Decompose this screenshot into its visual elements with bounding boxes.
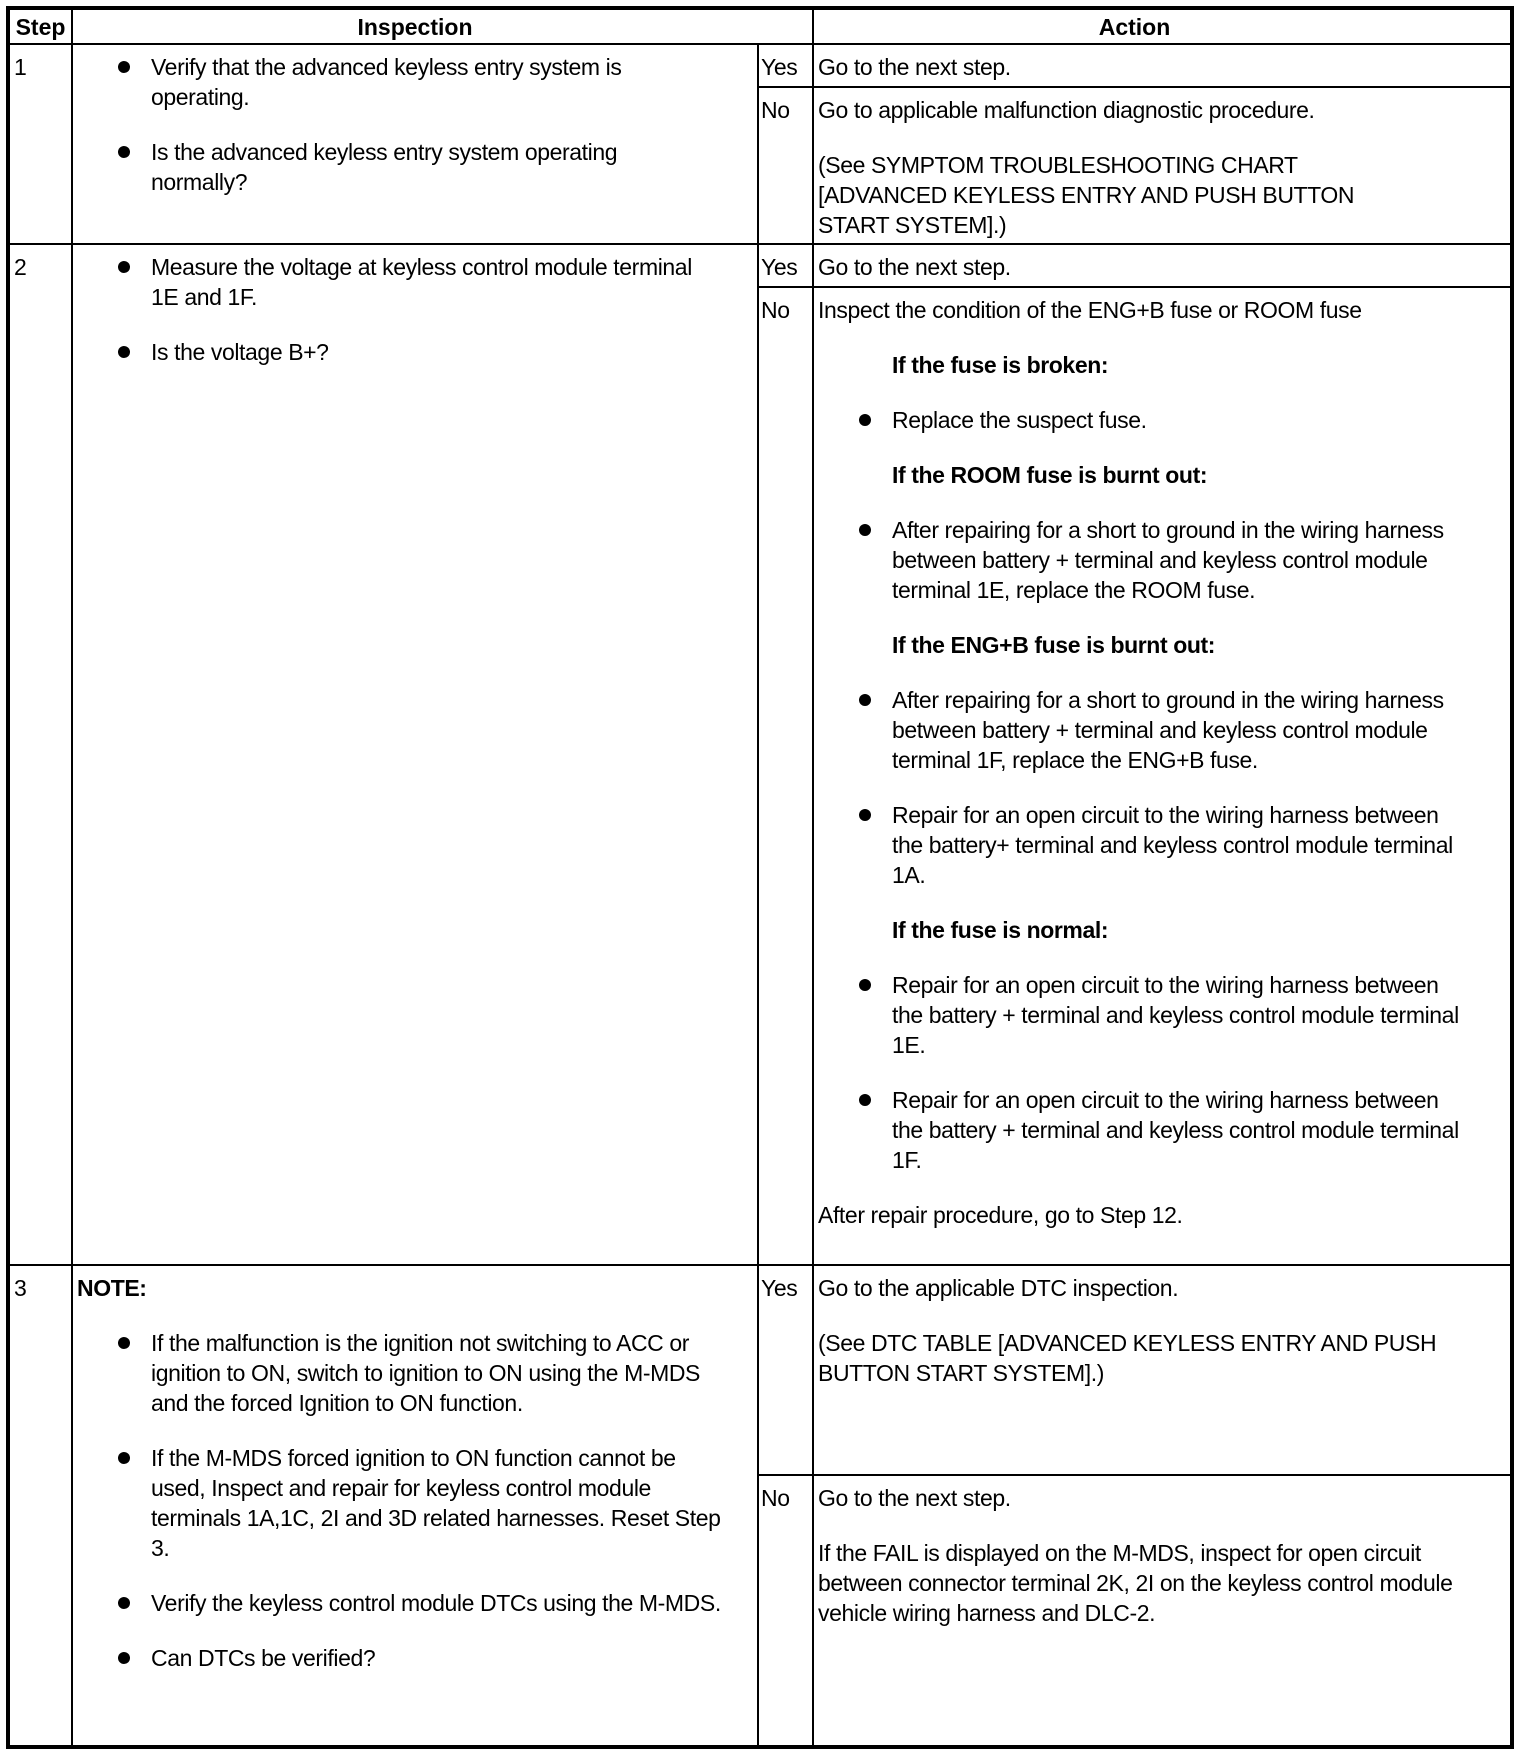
yes-label: Yes	[761, 254, 798, 280]
divider-header	[10, 43, 1510, 45]
divider-inspection-col	[757, 43, 759, 1745]
step2-inspection	[151, 252, 711, 367]
bullet-icon	[859, 694, 871, 706]
step2-yes-action: Go to the next step.	[818, 254, 1011, 280]
note-bullets	[77, 1328, 721, 1673]
step-number: 2	[14, 254, 27, 280]
bullet-icon	[118, 1597, 130, 1609]
no-label: No	[761, 1485, 790, 1511]
case-heading: If the ROOM fuse is burnt out:	[892, 462, 1208, 488]
step3-yes-action: Go to the applicable DTC inspection. (See DTC TABLE [ADVANCED KEYLESS ENTRY AND PUSH BUTTON START SYSTEM].)	[818, 1275, 1437, 1386]
no-label: No	[761, 297, 790, 323]
action-bullet: Repair for an open circuit to the wiring harness between the battery+ terminal and keyless control module terminal 1A.	[892, 800, 1472, 890]
case-heading: If the fuse is broken:	[892, 352, 1109, 378]
divider-step-col	[71, 10, 73, 1745]
inspection-bullet: Is the advanced keyless entry system operating normally?	[151, 137, 711, 197]
case-heading: If the fuse is normal:	[892, 917, 1109, 943]
step-number: 3	[14, 1275, 27, 1301]
step3-no-action: Go to the next step. If the FAIL is displayed on the M-MDS, inspect for open circuit between connector terminal 2K, 2I on the keyless control module vehicle wiring harness and DLC-2.	[818, 1485, 1453, 1626]
bullet-icon	[118, 1652, 130, 1664]
yes-label: Yes	[761, 1275, 798, 1301]
bullet-icon	[118, 61, 130, 73]
inspection-bullet: Verify that the advanced keyless entry system is operating.	[151, 52, 711, 112]
inspection-bullet: Can DTCs be verified?	[151, 1643, 721, 1673]
header-inspection: Inspection	[357, 14, 473, 40]
bullet-icon	[859, 414, 871, 426]
action-bullet: Repair for an open circuit to the wiring harness between the battery + terminal and keyless control module terminal 1E.	[892, 970, 1472, 1060]
bullet-icon	[118, 1452, 130, 1464]
fuse-cases	[818, 350, 1472, 1175]
divider-step1-yesno	[757, 86, 1510, 88]
bullet-icon	[859, 524, 871, 536]
note-label: NOTE:	[77, 1275, 147, 1301]
step-number: 1	[14, 54, 27, 80]
bullet-icon	[859, 809, 871, 821]
divider-action-col	[812, 10, 814, 1745]
action-bullet: Replace the suspect fuse.	[892, 405, 1472, 435]
header-action: Action	[1098, 14, 1171, 40]
bullet-icon	[118, 146, 130, 158]
inspection-bullet: If the M-MDS forced ignition to ON function cannot be used, Inspect and repair for keyless control module terminals 1A,1C, 2I and 3D related harnesses. Reset Step 3.	[151, 1443, 721, 1563]
step3-inspection	[77, 1273, 727, 1673]
inspection-bullet: Verify the keyless control module DTCs using the M-MDS.	[151, 1588, 721, 1618]
divider-step2-yesno	[757, 286, 1510, 288]
bullet-icon	[118, 1337, 130, 1349]
case-heading: If the ENG+B fuse is burnt out:	[892, 632, 1216, 658]
outro-text: After repair procedure, go to Step 12.	[818, 1202, 1183, 1228]
header-step: Step	[15, 14, 66, 40]
inspection-bullet: Measure the voltage at keyless control module terminal 1E and 1F.	[151, 252, 711, 312]
step1-inspection	[151, 52, 711, 197]
step2-no-action: Inspect the condition of the ENG+B fuse or ROOM fuse If the fuse is broken: Replace the suspect fuse. If the ROOM fuse is burnt out: After repairing for a short to ground in the wiring harness between battery + terminal and keyless control module terminal 1E, replace the ROOM fuse. If the ENG+B fuse is burnt out: After repairing for a short to ground in the wiring harness between battery + terminal and keyless control module terminal 1F, replace the ENG+B fuse. Repair for an open circuit to the wiring harness between the battery+ terminal and keyless control module terminal 1A. If the fuse is normal: Repair for an open circuit to the wiring harness between the battery + terminal and keyless control module terminal 1E. Repair for an open circuit to the wiring harness between the battery + terminal and keyless control module terminal 1F. After repair procedure, go to Step 12.	[818, 295, 1508, 1230]
bullet-icon	[859, 1094, 871, 1106]
troubleshooting-table	[6, 6, 1514, 1749]
inspection-bullet: Is the voltage B+?	[151, 337, 711, 367]
divider-step2-end	[10, 1264, 1510, 1266]
bullet-icon	[859, 979, 871, 991]
divider-step1-end	[10, 243, 1510, 245]
bullet-icon	[118, 346, 130, 358]
action-bullet: After repairing for a short to ground in the wiring harness between battery + terminal and keyless control module terminal 1E, replace the ROOM fuse.	[892, 515, 1472, 605]
action-bullet: After repairing for a short to ground in the wiring harness between battery + terminal and keyless control module terminal 1F, replace the ENG+B fuse.	[892, 685, 1472, 775]
no-label: No	[761, 97, 790, 123]
divider-step3-yesno	[757, 1474, 1510, 1476]
action-bullet: Repair for an open circuit to the wiring harness between the battery + terminal and keyless control module terminal 1F.	[892, 1085, 1472, 1175]
yes-label: Yes	[761, 54, 798, 80]
step1-yes-action: Go to the next step.	[818, 54, 1011, 80]
bullet-icon	[118, 261, 130, 273]
inspection-bullet: If the malfunction is the ignition not switching to ACC or ignition to ON, switch to ignition to ON using the M-MDS and the forced Ignition to ON function.	[151, 1328, 721, 1418]
step1-no-action: Go to applicable malfunction diagnostic procedure. (See SYMPTOM TROUBLESHOOTING CHART [ADVANCED KEYLESS ENTRY AND PUSH BUTTON START SYSTEM].)	[818, 97, 1355, 238]
